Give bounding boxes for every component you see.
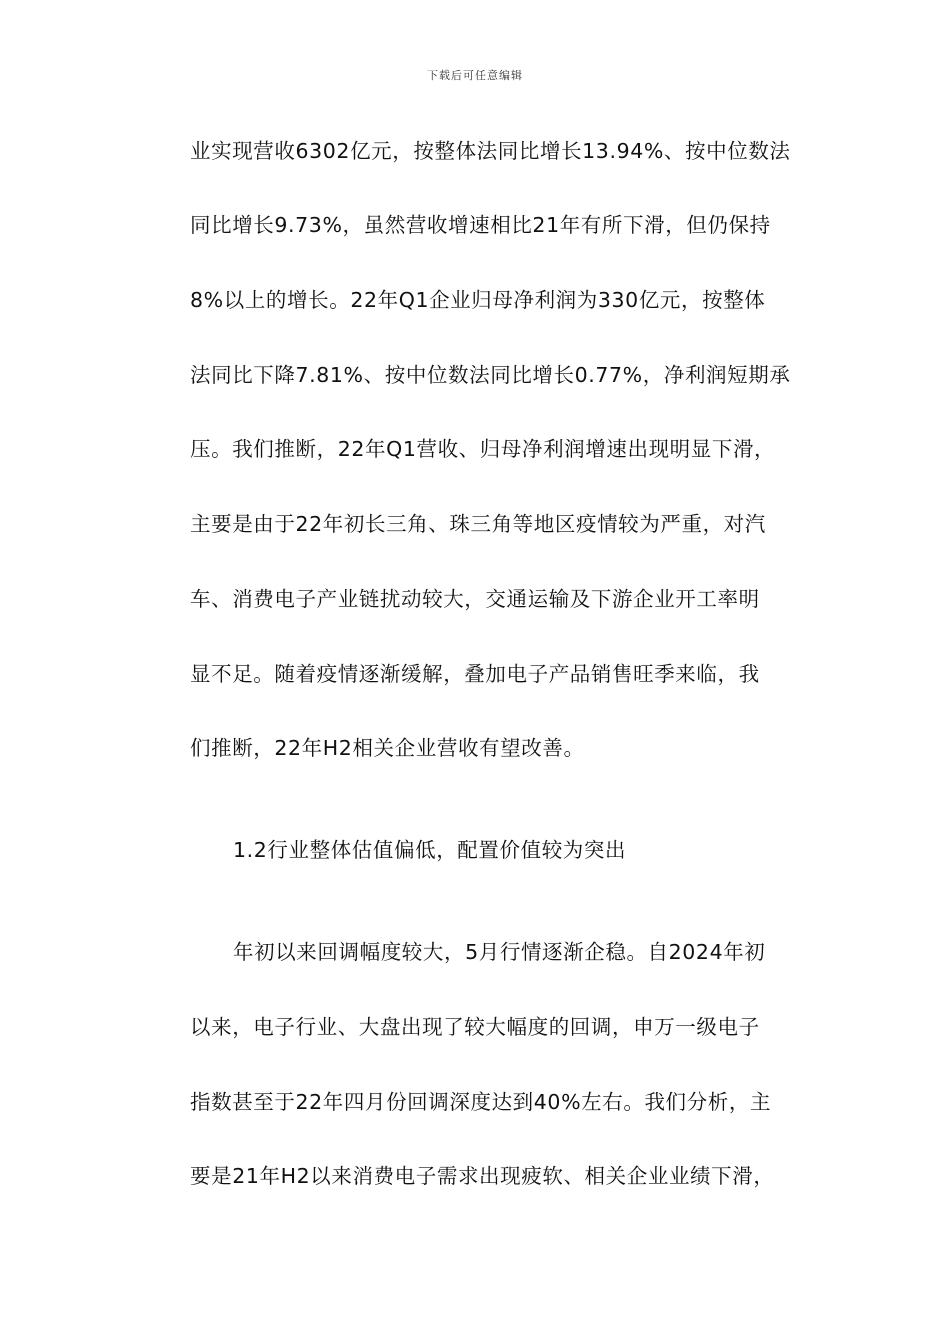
text-line: 要是21年H2以来消费电子需求出现疲软、相关企业业绩下滑， (190, 1164, 775, 1188)
text-line: 8%以上的增长。22年Q1企业归母净利润为330亿元，按整体 (190, 288, 766, 312)
text-line: 法同比下降7.81%、按中位数法同比增长0.77%，净利润短期承 (190, 363, 791, 387)
text-line: 主要是由于22年初长三角、珠三角等地区疫情较为严重，对汽 (190, 512, 766, 536)
text-line: 年初以来回调幅度较大，5月行情逐渐企稳。自2024年初 (233, 940, 766, 964)
text-line: 以来，电子行业、大盘出现了较大幅度的回调，申万一级电子 (190, 1015, 760, 1039)
text-line: 显不足。随着疫情逐渐缓解，叠加电子产品销售旺季来临，我 (190, 662, 760, 686)
section-heading: 1.2行业整体估值偏低，配置价值较为突出 (233, 838, 627, 862)
text-line: 指数甚至于22年四月份回调深度达到40%左右。我们分析，主 (190, 1090, 772, 1114)
page-header: 下载后可任意编辑 (427, 69, 523, 82)
text-line: 压。我们推断，22年Q1营收、归母净利润增速出现明显下滑， (190, 437, 776, 461)
text-line: 们推断，22年H2相关企业营收有望改善。 (190, 736, 585, 760)
text-line: 同比增长9.73%，虽然营收增速相比21年有所下滑，但仍保持 (190, 213, 771, 237)
text-line: 车、消费电子产业链扰动较大，交通运输及下游企业开工率明 (190, 587, 760, 611)
text-line: 业实现营收6302亿元，按整体法同比增长13.94%、按中位数法 (190, 139, 791, 163)
